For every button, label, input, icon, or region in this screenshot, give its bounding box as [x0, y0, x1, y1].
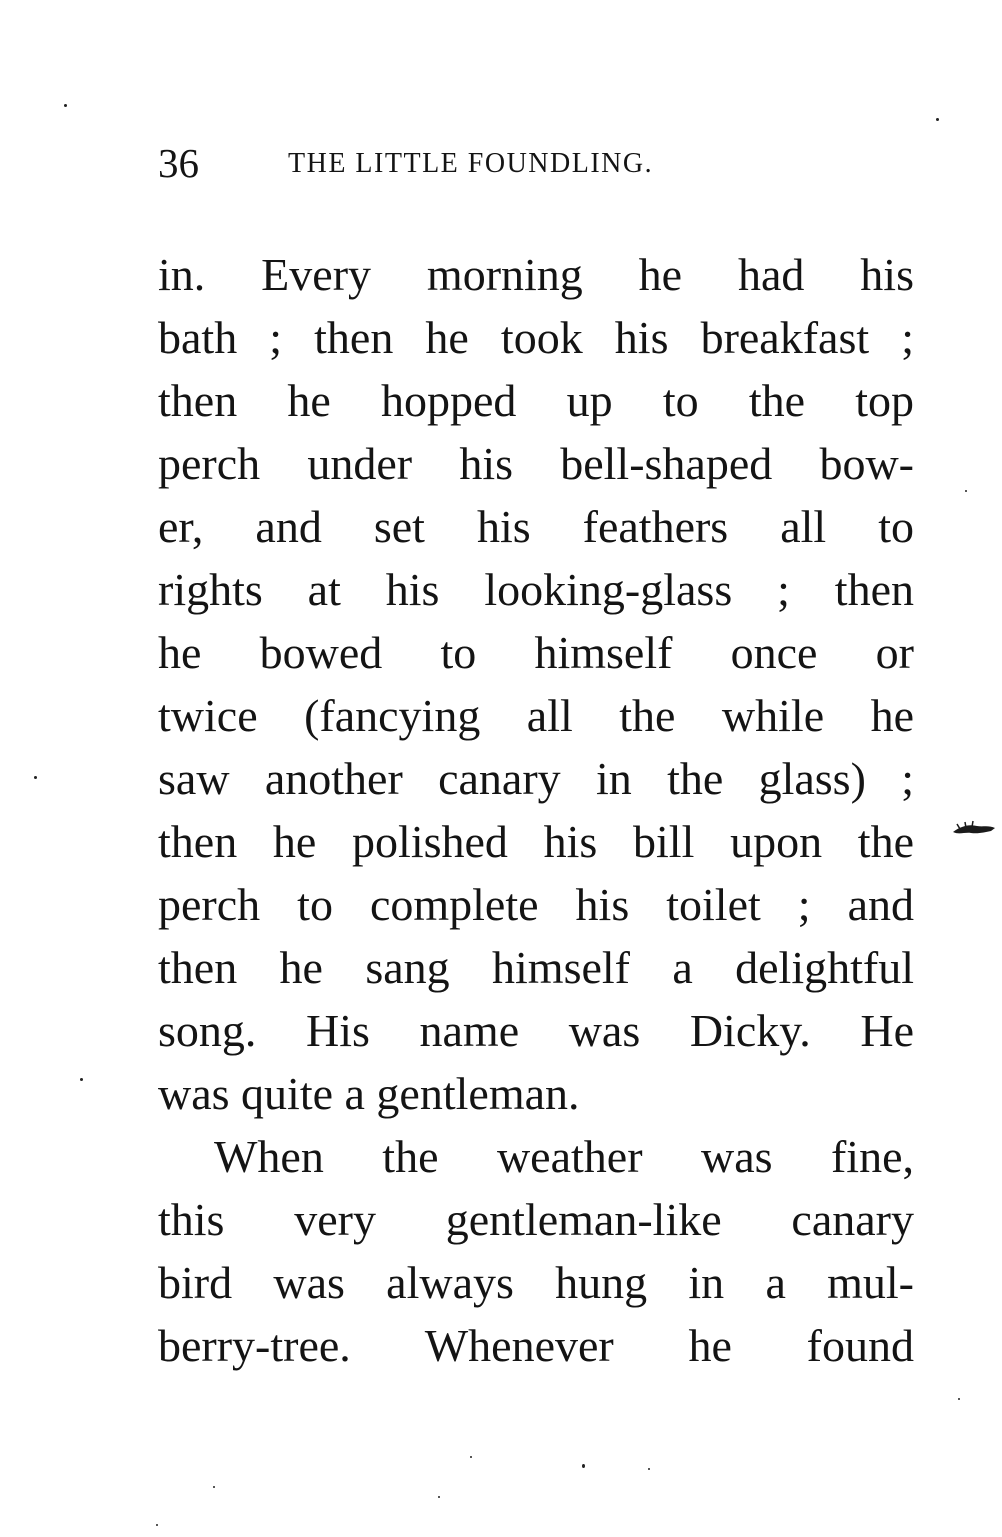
text-line: bird was always hung in a mul-: [158, 1257, 914, 1308]
text-line: he bowed to himself once or: [158, 627, 914, 678]
paragraph: [158, 1125, 914, 1377]
text-line: then he hopped up to the top: [158, 375, 914, 426]
ink-speck: [582, 1464, 585, 1468]
ink-smudge-mark: [951, 820, 997, 838]
ink-speck: [648, 1468, 650, 1470]
running-head: [158, 140, 918, 186]
paragraph: [158, 243, 914, 1125]
text-line: rights at his looking-glass ; then: [158, 564, 914, 615]
text-line: was quite a gentleman.: [158, 1068, 580, 1119]
text-line: in. Every morning he had his: [158, 249, 914, 300]
ink-speck: [965, 490, 967, 492]
text-line: perch under his bell-shaped bow-: [158, 438, 914, 489]
text-line: When the weather was fine,: [214, 1131, 914, 1182]
ink-speck: [470, 1456, 472, 1458]
text-line: this very gentleman-like canary: [158, 1194, 914, 1245]
ink-speck: [64, 104, 67, 107]
text-line: then he polished his bill upon the: [158, 816, 914, 867]
text-line: er, and set his feathers all to: [158, 501, 914, 552]
text-line: twice (fancying all the while he: [158, 690, 914, 741]
body-text: [158, 243, 914, 1377]
ink-speck: [936, 118, 939, 121]
running-title: THE LITTLE FOUNDLING.: [288, 148, 654, 179]
text-line: bath ; then he took his breakfast ;: [158, 312, 914, 363]
text-line: saw another canary in the glass) ;: [158, 753, 914, 804]
text-line: perch to complete his toilet ; and: [158, 879, 914, 930]
ink-speck: [213, 1486, 215, 1488]
ink-speck: [34, 776, 37, 779]
text-line: song. His name was Dicky. He: [158, 1005, 914, 1056]
ink-speck: [958, 1398, 960, 1400]
text-line: then he sang himself a delightful: [158, 942, 914, 993]
text-line: berry-tree. Whenever he found: [158, 1320, 914, 1371]
ink-speck: [438, 1496, 440, 1498]
ink-speck: [156, 1524, 158, 1526]
page-number: 36: [158, 140, 199, 186]
ink-speck: [80, 1078, 83, 1081]
